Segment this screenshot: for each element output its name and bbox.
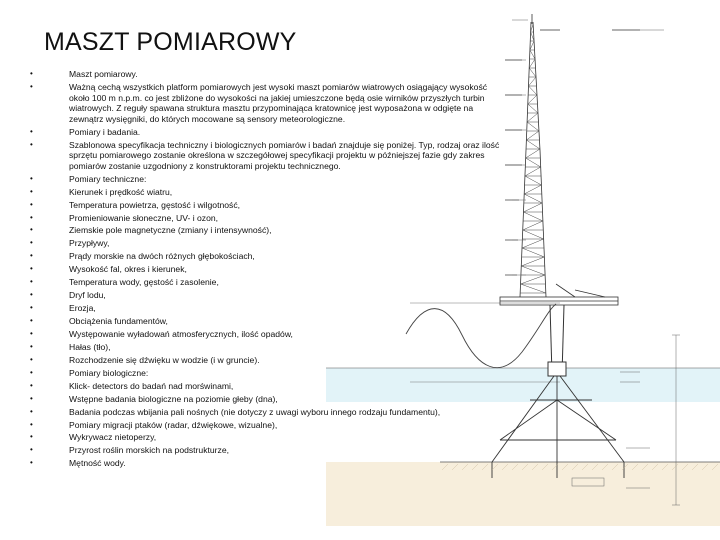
bullet-item: • Dryf lodu, xyxy=(30,290,500,301)
bullet-item: • Hałas (tło), xyxy=(30,342,500,353)
bullet-item: • Szablonowa specyfikacja techniczny i biologicznych pomiarów i badań znajduje się poniżej. Typ, rodzaj oraz ilość sprzętu pomiarowego zostanie określona w szczegółowej specyfikacji projektu w późniejszej fazie gdy zakres pomiarów zostanie uzgodniony z konstruktorami projektu technicznego. xyxy=(30,140,500,172)
bullet-item: • Klick- detectors do badań nad morświnami, xyxy=(30,381,500,392)
lattice-brace xyxy=(529,68,536,77)
bullet-item: • Pomiary biologiczne: xyxy=(30,368,500,379)
bullet-item: • Pomiary i badania. xyxy=(30,127,500,138)
bullet-item: • Temperatura wody, gęstość i zasolenie, xyxy=(30,277,500,288)
bullet-item: • Badania podczas wbijania pali nośnych (nie dotyczy z uwagi wyboru innego rodzaju fundamentu), xyxy=(30,407,500,418)
lattice-brace xyxy=(523,212,542,221)
bullet-item: • Temperatura powietrza, gęstość i wilgotność, xyxy=(30,200,500,211)
bullet-item: • Kierunek i prędkość wiatru, xyxy=(30,187,500,198)
bullet-item: • Występowanie wyładowań atmosferycznych, ilość opadów, xyxy=(30,329,500,340)
lattice-brace xyxy=(526,131,539,140)
lattice-brace xyxy=(526,140,540,149)
lattice-brace xyxy=(529,86,537,95)
lattice-brace xyxy=(522,248,544,257)
lattice-brace xyxy=(523,230,544,239)
support-column xyxy=(548,305,566,376)
lattice-brace xyxy=(524,194,542,203)
lattice-brace xyxy=(523,221,543,230)
lattice-brace xyxy=(528,104,538,113)
lattice-brace xyxy=(521,266,545,275)
bullet-item: • Ważną cechą wszystkich platform pomiarowych jest wysoki maszt pomiarów wiatrowych osiągający wysokość około 100 m n.p.m. co jest zbliżone do wysokości na jakiej umieszczone będą osie wirników przyszłych turbin wiatrowych. Z reguły spawana struktura masztu przypominająca kratownicę jest wyposażona w odgięte na zewnątrz wysięgniki, do których mocowane są sensory meteorologiczne. xyxy=(30,82,500,124)
sensor-booms xyxy=(505,30,640,275)
seabed-area xyxy=(326,462,720,526)
bullet-item: • Wykrywacz nietoperzy, xyxy=(30,432,500,443)
lattice-brace xyxy=(529,77,537,86)
lattice-brace xyxy=(521,257,544,266)
lattice-brace xyxy=(526,149,540,158)
slide-title: MASZT POMIAROWY xyxy=(44,28,297,56)
measurement-mast-drawing xyxy=(326,14,720,526)
lattice-brace xyxy=(522,239,544,248)
lattice-brace xyxy=(525,176,541,185)
water-area xyxy=(326,368,720,402)
bullet-item: • Pomiary techniczne: xyxy=(30,174,500,185)
bullet-item: • Maszt pomiarowy. xyxy=(30,69,500,80)
bullet-item: • Pomiary migracji ptaków (radar, dźwiękowe, wizualne), xyxy=(30,420,500,431)
lattice-brace xyxy=(527,122,539,131)
bullet-item: • Rozchodzenie się dźwięku w wodzie (i w gruncie). xyxy=(30,355,500,366)
lattice-brace xyxy=(525,167,541,176)
bullet-item: • Wstępne badania biologiczne na poziomie głeby (dna), xyxy=(30,394,500,405)
mast-lattice xyxy=(520,24,546,293)
lattice-brace xyxy=(524,185,541,194)
bullet-item: • Ziemskie pole magnetyczne (zmiany i intensywność), xyxy=(30,225,500,236)
bullet-item: • Promieniowanie słoneczne, UV- i ozon, xyxy=(30,213,500,224)
wave-curve xyxy=(406,304,556,368)
platform-deck xyxy=(500,284,618,305)
lattice-brace xyxy=(527,113,538,122)
bullet-item: • Przypływy, xyxy=(30,238,500,249)
lattice-brace xyxy=(521,275,546,284)
lattice-brace xyxy=(526,158,541,167)
bullet-item: • Przyrost roślin morskich na podstrukturze, xyxy=(30,445,500,456)
mast-tower xyxy=(520,14,546,297)
lattice-brace xyxy=(529,59,535,68)
lattice-brace xyxy=(523,203,542,212)
bullet-item: • Wysokość fal, okres i kierunek, xyxy=(30,264,500,275)
lattice-brace xyxy=(521,284,546,293)
lattice-brace xyxy=(528,95,537,104)
bullet-item: • Obciążenia fundamentów, xyxy=(30,316,500,327)
bullet-item: • Prądy morskie na dwóch różnych głębokościach, xyxy=(30,251,500,262)
bullet-item: • Erozja, xyxy=(30,303,500,314)
bullet-item: • Mętność wody. xyxy=(30,458,500,469)
